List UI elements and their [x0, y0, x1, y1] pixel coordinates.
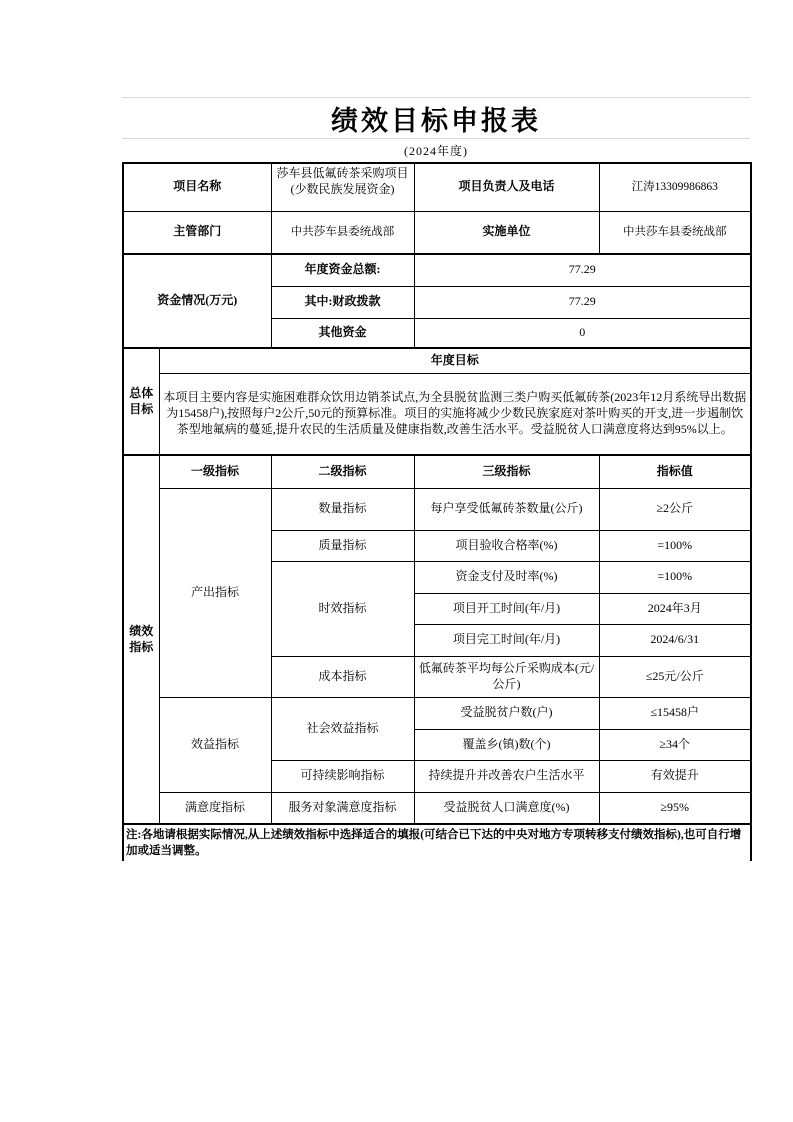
- indicator-level3: 受益脱贫户数(户): [414, 697, 599, 729]
- footnote-row: [123, 824, 751, 861]
- indicator-row: [123, 792, 751, 824]
- indicator-level2-social: 社会效益指标: [271, 697, 414, 760]
- indicator-level3: 项目完工时间(年/月): [414, 624, 599, 656]
- annual-goal-header: 年度目标: [159, 348, 751, 373]
- department-value: 中共莎车县委统战部: [271, 211, 414, 254]
- indicator-header-value: 指标值: [599, 455, 751, 488]
- indicator-level3: 持续提升并改善农户生活水平: [414, 760, 599, 792]
- annual-goal-text-row: [123, 373, 751, 455]
- indicator-value: 2024年3月: [599, 593, 751, 624]
- indicator-level2-timeliness: 时效指标: [271, 561, 414, 656]
- implement-unit-value: 中共莎车县委统战部: [599, 211, 751, 254]
- funding-label: 资金情况(万元): [123, 254, 271, 348]
- indicator-row: [123, 488, 751, 530]
- indicator-level3: 低氟砖茶平均每公斤采购成本(元/公斤): [414, 656, 599, 697]
- overall-goal-label: 总体目标: [123, 348, 159, 455]
- indicator-header-level2: 二级指标: [271, 455, 414, 488]
- indicator-level3: 项目开工时间(年/月): [414, 593, 599, 624]
- project-name-row: [123, 163, 751, 211]
- project-manager-label: 项目负责人及电话: [414, 163, 599, 211]
- implement-unit-label: 实施单位: [414, 211, 599, 254]
- indicator-value: ≥34个: [599, 729, 751, 760]
- indicator-level2: 可持续影响指标: [271, 760, 414, 792]
- indicator-section-label: 绩效指标: [123, 455, 159, 824]
- indicator-value: 2024/6/31: [599, 624, 751, 656]
- project-name-value-cell: [271, 163, 414, 211]
- footnote-text: 注:各地请根据实际情况,从上述绩效指标中选择适合的填报(可结合已下达的中央对地方专项转移支付绩效指标),也可自行增加或适当调整。: [123, 824, 751, 861]
- indicator-value: ≥2公斤: [599, 488, 751, 530]
- indicator-level3: 每户享受低氟砖茶数量(公斤): [414, 488, 599, 530]
- indicator-level3: 资金支付及时率(%): [414, 561, 599, 593]
- indicator-value: ≤15458户: [599, 697, 751, 729]
- page-subtitle: (2024年度): [404, 144, 468, 158]
- funding-fiscal-value: 77.29: [414, 286, 751, 318]
- declaration-form: [122, 97, 750, 861]
- indicator-header-level3: 三级指标: [414, 455, 599, 488]
- indicator-row: [123, 697, 751, 729]
- funding-other-label: 其他资金: [271, 318, 414, 348]
- indicator-level3: 项目验收合格率(%): [414, 530, 599, 561]
- indicator-level3: 受益脱贫人口满意度(%): [414, 792, 599, 824]
- indicator-level1-benefit: 效益指标: [159, 697, 271, 792]
- project-manager-value: 江涛13309986863: [599, 163, 751, 211]
- indicator-header-row: [123, 455, 751, 488]
- funding-total-row: [123, 254, 751, 286]
- project-name-value: 莎车县低氟砖茶采购项目(少数民族发展资金): [276, 166, 409, 196]
- annual-goal-header-row: [123, 348, 751, 373]
- indicator-level2: 数量指标: [271, 488, 414, 530]
- department-label: 主管部门: [123, 211, 271, 254]
- form-table: [122, 162, 752, 861]
- indicator-value: 有效提升: [599, 760, 751, 792]
- annual-goal-text: 本项目主要内容是实施困难群众饮用边销茶试点,为全县脱贫监测三类户购买低氟砖茶(2023年12月系统导出数据为15458户),按照每户2公斤,50元的预算标准。项目的实施将减少少数民族家庭对茶叶购买的开支,进一步遏制饮茶型地氟病的蔓延,提升农民的生活质量及健康指数,改善生活水平。受益脱贫人口满意度将达到95%以上。: [159, 373, 751, 455]
- indicator-level3: 覆盖乡(镇)数(个): [414, 729, 599, 760]
- indicator-level2: 成本指标: [271, 656, 414, 697]
- funding-total-value: 77.29: [414, 254, 751, 286]
- indicator-value: ≤25元/公斤: [599, 656, 751, 697]
- indicator-level2: 质量指标: [271, 530, 414, 561]
- funding-fiscal-label: 其中:财政拨款: [271, 286, 414, 318]
- indicator-value: =100%: [599, 530, 751, 561]
- indicator-value: ≥95%: [599, 792, 751, 824]
- indicator-header-level1: 一级指标: [159, 455, 271, 488]
- indicator-level1-output: 产出指标: [159, 488, 271, 697]
- funding-total-label: 年度资金总额:: [271, 254, 414, 286]
- funding-other-value: 0: [414, 318, 751, 348]
- department-row: [123, 211, 751, 254]
- project-name-label: 项目名称: [123, 163, 271, 211]
- page-title: 绩效目标申报表: [122, 97, 750, 139]
- indicator-level1-satisfaction: 满意度指标: [159, 792, 271, 824]
- indicator-level2: 服务对象满意度指标: [271, 792, 414, 824]
- indicator-value: =100%: [599, 561, 751, 593]
